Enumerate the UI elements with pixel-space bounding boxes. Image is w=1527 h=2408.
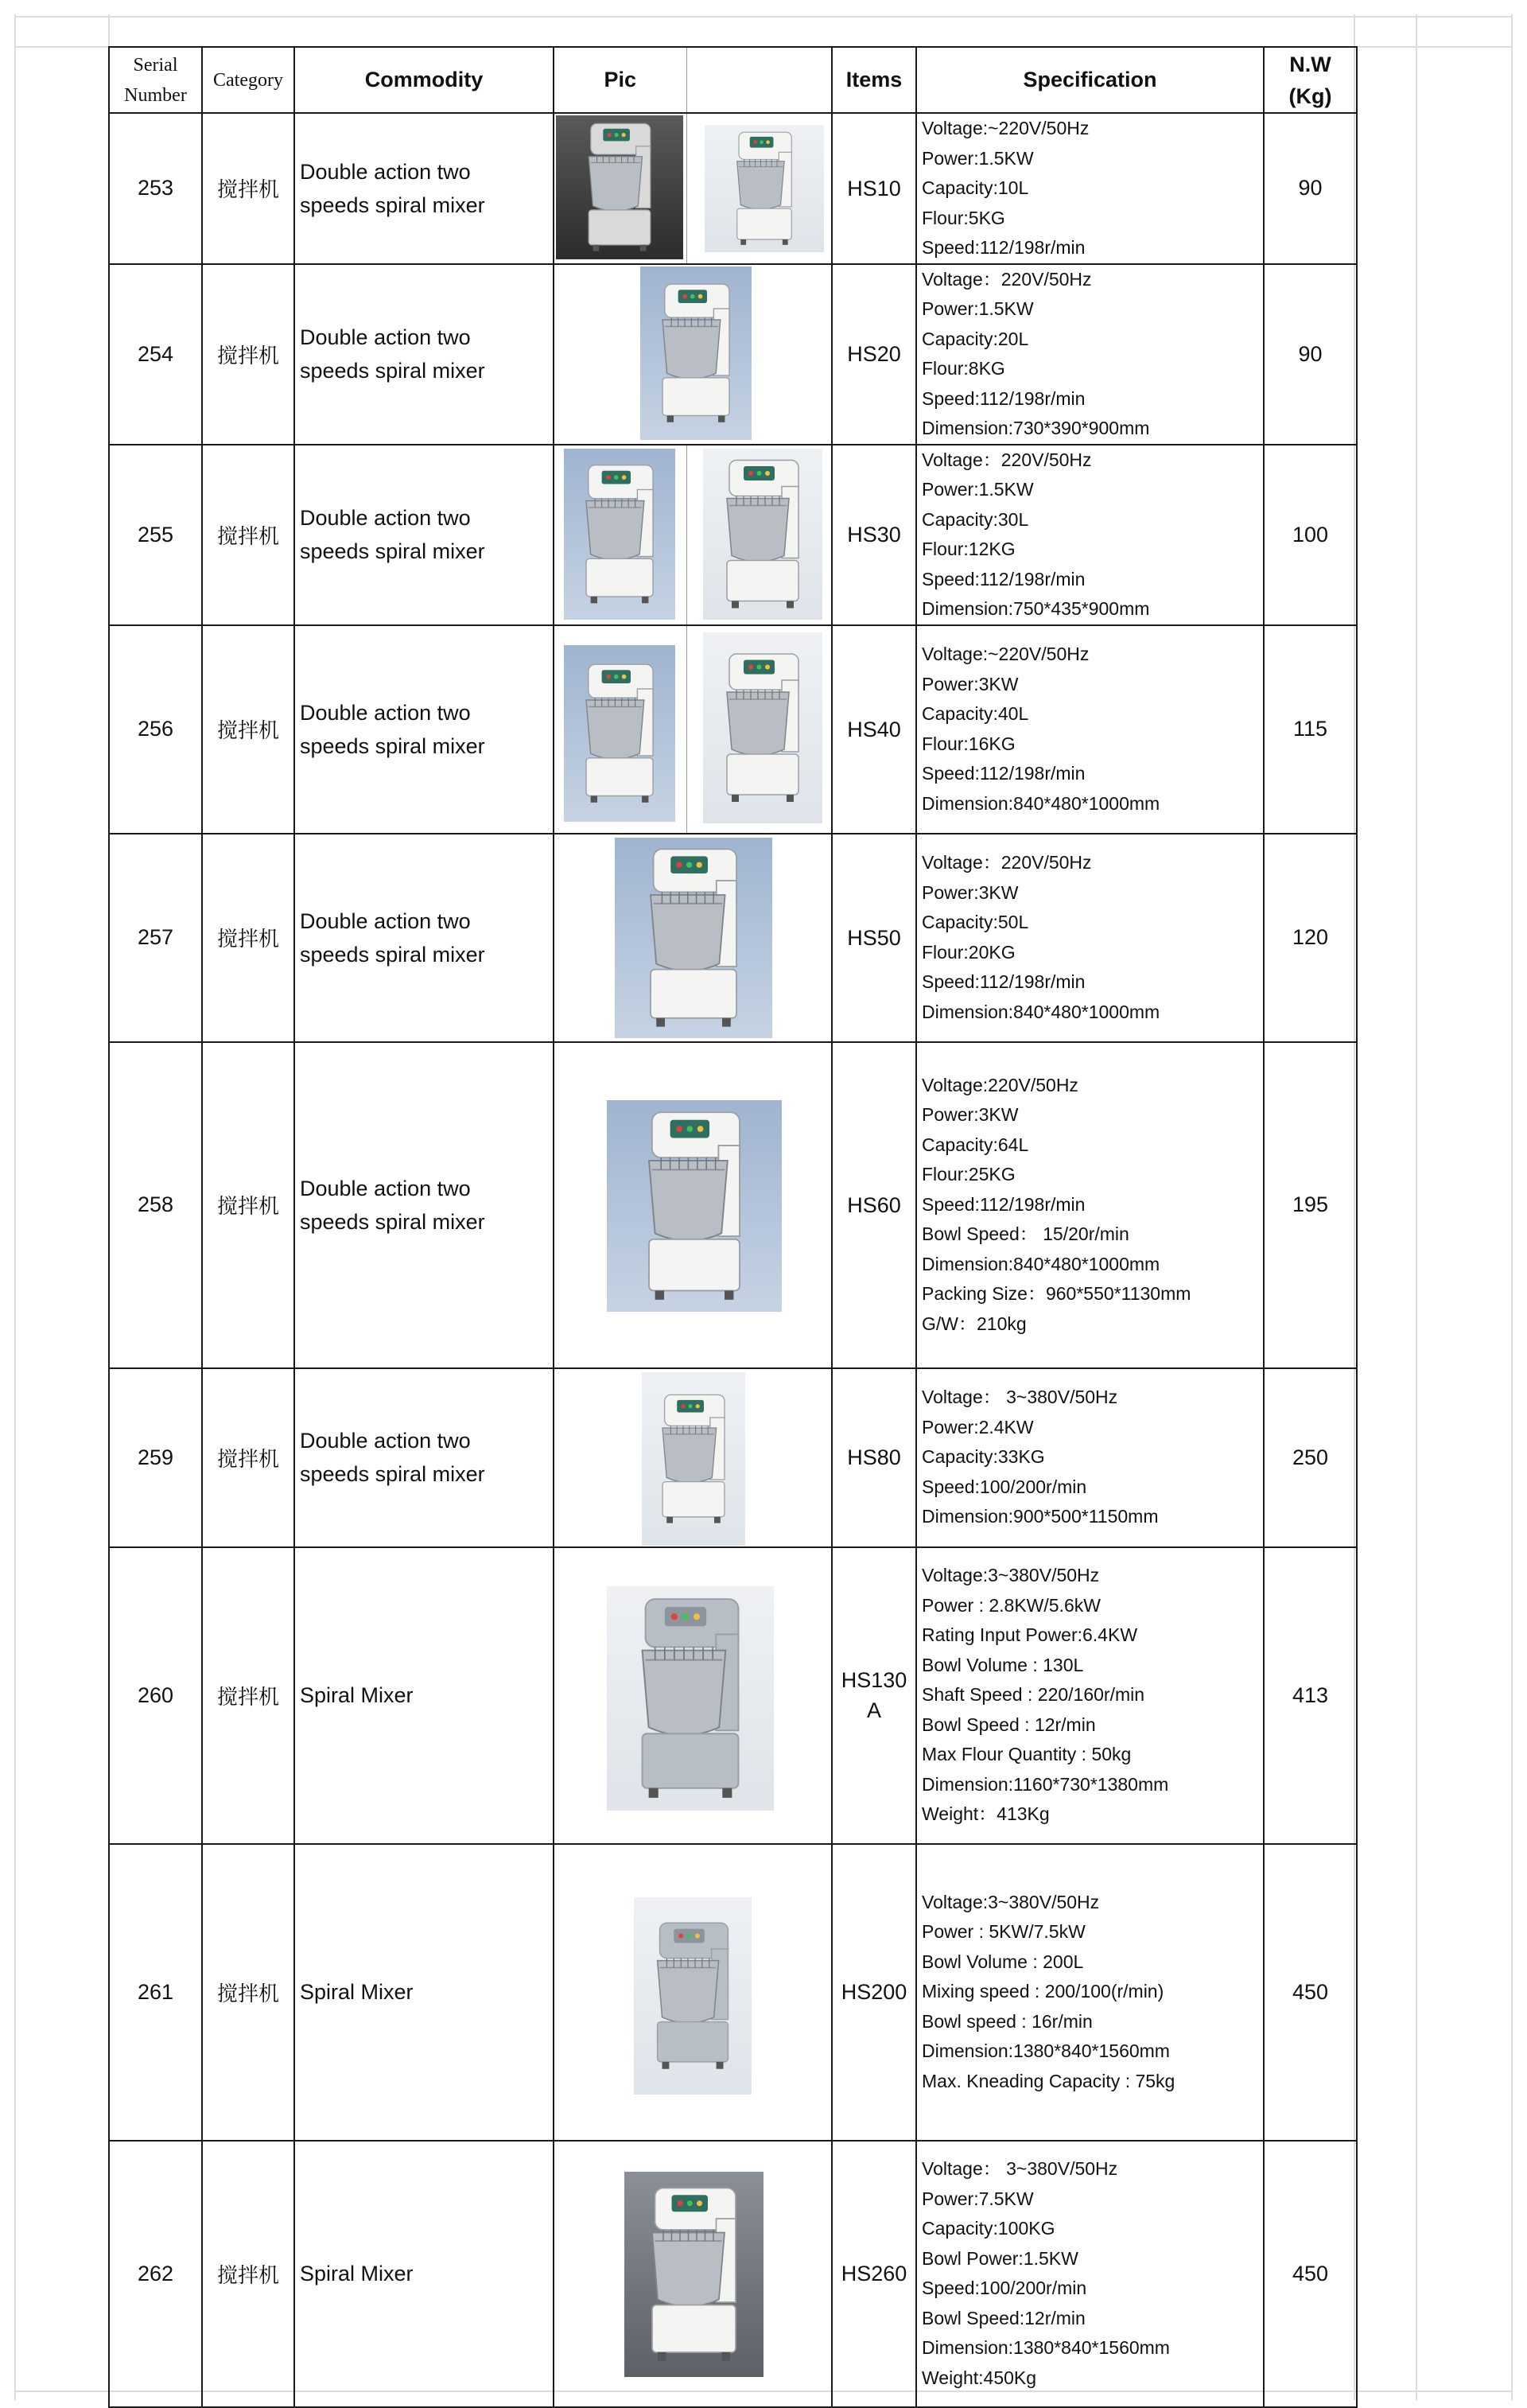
spec-line: Dimension:1380*840*1560mm	[922, 2040, 1170, 2062]
spec-line: Dimension:750*435*900mm	[922, 598, 1150, 619]
spec-line: Weight：413Kg	[922, 1803, 1050, 1825]
table-row	[109, 1042, 1357, 1368]
spec-line: Flour:5KG	[922, 207, 1005, 228]
net-weight-cell: 115	[1264, 625, 1357, 834]
specification-cell	[916, 1042, 1264, 1368]
serial-number-cell: 257	[109, 834, 202, 1042]
mixer-photo-icon	[564, 645, 675, 822]
net-weight-cell: 413	[1264, 1547, 1357, 1844]
serial-number-cell: 255	[109, 445, 202, 625]
spec-line: Dimension:1380*840*1560mm	[922, 2337, 1170, 2358]
category-cell: 搅拌机	[202, 625, 294, 834]
item-code-cell	[832, 445, 916, 625]
commodity-line: Spiral Mixer	[300, 1683, 414, 1707]
spec-line: Flour:16KG	[922, 733, 1016, 754]
item-code-cell	[832, 1368, 916, 1547]
spec-line: Power:2.4KW	[922, 1416, 1034, 1437]
spec-line: Voltage：220V/50Hz	[922, 852, 1092, 873]
spec-line: Bowl Power:1.5KW	[922, 2247, 1078, 2269]
commodity-line: speeds spiral mixer	[300, 1462, 485, 1486]
spec-line: Voltage:~220V/50Hz	[922, 644, 1090, 664]
spec-line: Speed:112/198r/min	[922, 568, 1086, 589]
commodity-line: Spiral Mixer	[300, 2262, 414, 2285]
spec-line: Bowl Volume : 200L	[922, 1951, 1084, 1972]
table-header-row	[109, 47, 1357, 113]
mixer-photo-icon	[624, 2172, 764, 2377]
spec-line: Dimension:840*480*1000mm	[922, 1001, 1160, 1022]
commodity-line: speeds spiral mixer	[300, 359, 485, 383]
serial-number-cell: 256	[109, 625, 202, 834]
mixer-photo-icon	[607, 1100, 782, 1312]
spec-line: Power:7.5KW	[922, 2188, 1034, 2209]
item-code-line: HS40	[847, 717, 901, 741]
item-code-line: A	[866, 1698, 881, 1722]
mixer-photo-icon	[556, 115, 683, 259]
spec-line: Voltage： 3~380V/50Hz	[922, 1387, 1118, 1408]
mixer-photo-icon	[703, 632, 822, 823]
mixer-photo-icon	[615, 838, 772, 1038]
serial-number-cell: 253	[109, 113, 202, 264]
category-cell: 搅拌机	[202, 264, 294, 445]
mixer-photo-icon	[642, 1372, 745, 1546]
net-weight-cell: 100	[1264, 445, 1357, 625]
commodity-cell	[294, 445, 554, 625]
spec-line: Speed:112/198r/min	[922, 1193, 1086, 1215]
serial-number-cell: 259	[109, 1368, 202, 1547]
commodity-line: Double action two	[300, 1176, 471, 1200]
product-photo-cell	[554, 264, 832, 445]
spec-line: Dimension:900*500*1150mm	[922, 1506, 1159, 1527]
serial-number-cell: 261	[109, 1844, 202, 2141]
commodity-line: speeds spiral mixer	[300, 942, 485, 967]
category-cell: 搅拌机	[202, 1844, 294, 2141]
commodity-cell	[294, 1368, 554, 1547]
item-code-line: HS60	[847, 1192, 901, 1217]
spec-line: Weight:450Kg	[922, 2367, 1037, 2388]
product-photo-cell	[554, 1547, 832, 1844]
spec-line: Speed:112/198r/min	[922, 971, 1086, 992]
spec-line: Power:1.5KW	[922, 298, 1034, 319]
spec-line: Power:1.5KW	[922, 147, 1034, 169]
product-photo-cell	[554, 2141, 832, 2407]
category-cell: 搅拌机	[202, 1042, 294, 1368]
category-cell: 搅拌机	[202, 834, 294, 1042]
spec-line: Speed:100/200r/min	[922, 2278, 1087, 2298]
table-row	[109, 445, 1357, 625]
mixer-photo-icon	[640, 266, 752, 440]
item-code-line: HS50	[847, 925, 901, 950]
header-items: Items	[832, 47, 916, 113]
product-photo-cell	[554, 113, 686, 264]
product-photo-cell	[554, 1368, 832, 1547]
commodity-line: Double action two	[300, 506, 471, 530]
header-commodity: Commodity	[294, 47, 554, 113]
spec-line: Max. Kneading Capacity : 75kg	[922, 2070, 1175, 2091]
commodity-line: speeds spiral mixer	[300, 733, 485, 758]
spec-line: Flour:25KG	[922, 1164, 1016, 1185]
item-code-line: HS80	[847, 1445, 901, 1469]
spec-line: Flour:8KG	[922, 358, 1005, 379]
serial-number-cell: 254	[109, 264, 202, 445]
mixer-photo-icon	[634, 1897, 752, 2095]
commodity-line: Double action two	[300, 908, 471, 933]
spec-line: Power:3KW	[922, 673, 1019, 694]
category-cell: 搅拌机	[202, 445, 294, 625]
product-photo-cell	[554, 625, 686, 834]
commodity-cell	[294, 1547, 554, 1844]
spec-line: Flour:20KG	[922, 941, 1016, 963]
product-photo-cell	[554, 834, 832, 1042]
spec-line: Capacity:40L	[922, 703, 1029, 724]
item-code-cell	[832, 625, 916, 834]
spec-line: Power : 2.8KW/5.6kW	[922, 1594, 1101, 1616]
spec-line: Bowl Speed:12r/min	[922, 2307, 1086, 2328]
specification-cell	[916, 445, 1264, 625]
commodity-cell	[294, 1844, 554, 2141]
commodity-cell	[294, 625, 554, 834]
spec-line: Max Flour Quantity : 50kg	[922, 1744, 1132, 1765]
commodity-line: Double action two	[300, 700, 471, 725]
spec-line: Bowl Speed： 15/20r/min	[922, 1223, 1129, 1245]
spec-line: Power:3KW	[922, 1104, 1019, 1126]
commodity-line: Spiral Mixer	[300, 1980, 414, 2004]
commodity-line: Double action two	[300, 1429, 471, 1453]
header-serial-number: Serial Number	[109, 47, 202, 113]
spec-line: Speed:112/198r/min	[922, 387, 1086, 409]
table-row	[109, 625, 1357, 834]
product-photo-cell	[554, 1042, 832, 1368]
net-weight-cell: 90	[1264, 264, 1357, 445]
item-code-line: HS260	[841, 2262, 907, 2285]
spec-line: Capacity:30L	[922, 508, 1029, 530]
specification-cell	[916, 1368, 1264, 1547]
net-weight-cell: 250	[1264, 1368, 1357, 1547]
item-code-cell	[832, 113, 916, 264]
net-weight-cell: 450	[1264, 2141, 1357, 2407]
spec-line: Packing Size：960*550*1130mm	[922, 1283, 1191, 1305]
serial-number-cell: 260	[109, 1547, 202, 1844]
commodity-cell	[294, 113, 554, 264]
spec-line: Capacity:100KG	[922, 2218, 1055, 2239]
commodity-cell	[294, 264, 554, 445]
header-category: Category	[202, 47, 294, 113]
specification-cell	[916, 1844, 1264, 2141]
item-code-line: HS200	[841, 1980, 907, 2004]
commodity-line: speeds spiral mixer	[300, 539, 485, 563]
spec-line: Flour:12KG	[922, 539, 1016, 559]
item-code-cell	[832, 1547, 916, 1844]
spec-line: Power : 5KW/7.5kW	[922, 1921, 1086, 1943]
item-code-line: HS20	[847, 342, 901, 366]
spec-line: Capacity:10L	[922, 177, 1029, 198]
serial-number-cell: 258	[109, 1042, 202, 1368]
product-price-table	[108, 46, 1358, 2408]
item-code-cell	[832, 834, 916, 1042]
spec-line: Capacity:64L	[922, 1134, 1029, 1155]
spec-line: Voltage：220V/50Hz	[922, 268, 1092, 290]
spec-line: Capacity:33KG	[922, 1446, 1045, 1468]
item-code-line: HS10	[847, 176, 901, 200]
spec-line: Voltage:~220V/50Hz	[922, 118, 1090, 138]
spec-line: Voltage： 3~380V/50Hz	[922, 2158, 1118, 2179]
table-row	[109, 113, 1357, 264]
item-code-cell	[832, 1844, 916, 2141]
commodity-line: Double action two	[300, 159, 471, 184]
spec-line: Mixing speed : 200/100(r/min)	[922, 1981, 1164, 2002]
mixer-photo-icon	[564, 449, 675, 620]
spec-line: Bowl speed : 16r/min	[922, 2010, 1093, 2032]
item-code-line: HS30	[847, 523, 901, 547]
spec-line: Speed:100/200r/min	[922, 1476, 1087, 1497]
mixer-photo-icon	[607, 1586, 774, 1811]
item-code-cell	[832, 2141, 916, 2407]
header-net-weight: N.W (Kg)	[1264, 47, 1357, 113]
category-cell: 搅拌机	[202, 113, 294, 264]
commodity-cell	[294, 834, 554, 1042]
net-weight-cell: 450	[1264, 1844, 1357, 2141]
item-code-cell	[832, 264, 916, 445]
product-photo-cell	[554, 445, 686, 625]
net-weight-cell: 195	[1264, 1042, 1357, 1368]
item-code-line: HS130	[841, 1668, 907, 1692]
mixer-photo-icon	[703, 449, 822, 620]
category-cell: 搅拌机	[202, 1547, 294, 1844]
spec-line: Shaft Speed : 220/160r/min	[922, 1684, 1145, 1706]
product-photo-cell	[554, 1844, 832, 2141]
spec-line: Voltage:220V/50Hz	[922, 1074, 1078, 1095]
spec-line: Power:3KW	[922, 881, 1019, 903]
spec-line: Capacity:50L	[922, 912, 1029, 932]
table-row	[109, 2141, 1357, 2407]
commodity-line: Double action two	[300, 325, 471, 349]
table-row	[109, 1547, 1357, 1844]
specification-cell	[916, 834, 1264, 1042]
spec-line: Voltage:3~380V/50Hz	[922, 1565, 1100, 1586]
mixer-photo-icon	[705, 125, 824, 252]
specification-cell	[916, 264, 1264, 445]
specification-cell	[916, 2141, 1264, 2407]
table-row	[109, 834, 1357, 1042]
spec-line: Dimension:840*480*1000mm	[922, 1253, 1160, 1274]
specification-cell	[916, 113, 1264, 264]
net-weight-cell: 120	[1264, 834, 1357, 1042]
net-weight-cell: 90	[1264, 113, 1357, 264]
spec-line: Speed:112/198r/min	[922, 237, 1086, 258]
spec-line: Dimension:840*480*1000mm	[922, 792, 1160, 814]
spec-line: G/W：210kg	[922, 1313, 1027, 1334]
commodity-cell	[294, 1042, 554, 1368]
spec-line: Power:1.5KW	[922, 479, 1034, 500]
product-photo-cell	[686, 113, 832, 264]
spec-line: Capacity:20L	[922, 328, 1029, 349]
category-cell: 搅拌机	[202, 2141, 294, 2407]
spec-line: Bowl Volume : 130L	[922, 1654, 1084, 1675]
header-specification: Specification	[916, 47, 1264, 113]
specification-cell	[916, 625, 1264, 834]
header-pic-extra	[686, 47, 832, 113]
category-cell: 搅拌机	[202, 1368, 294, 1547]
specification-cell	[916, 1547, 1264, 1844]
spec-line: Rating Input Power:6.4KW	[922, 1624, 1138, 1646]
item-code-cell	[832, 1042, 916, 1368]
header-pic: Pic	[554, 47, 686, 113]
product-photo-cell	[686, 445, 832, 625]
spec-line: Bowl Speed : 12r/min	[922, 1714, 1096, 1735]
spec-line: Speed:112/198r/min	[922, 763, 1086, 784]
table-row	[109, 1844, 1357, 2141]
table-row	[109, 1368, 1357, 1547]
spec-line: Dimension:730*390*900mm	[922, 418, 1150, 438]
commodity-cell	[294, 2141, 554, 2407]
spec-line: Voltage:3~380V/50Hz	[922, 1891, 1100, 1912]
commodity-line: speeds spiral mixer	[300, 193, 485, 217]
product-photo-cell	[686, 625, 832, 834]
serial-number-cell: 262	[109, 2141, 202, 2407]
table-row	[109, 264, 1357, 445]
spec-line: Dimension:1160*730*1380mm	[922, 1773, 1169, 1795]
commodity-line: speeds spiral mixer	[300, 1209, 485, 1234]
spec-line: Voltage：220V/50Hz	[922, 449, 1092, 470]
